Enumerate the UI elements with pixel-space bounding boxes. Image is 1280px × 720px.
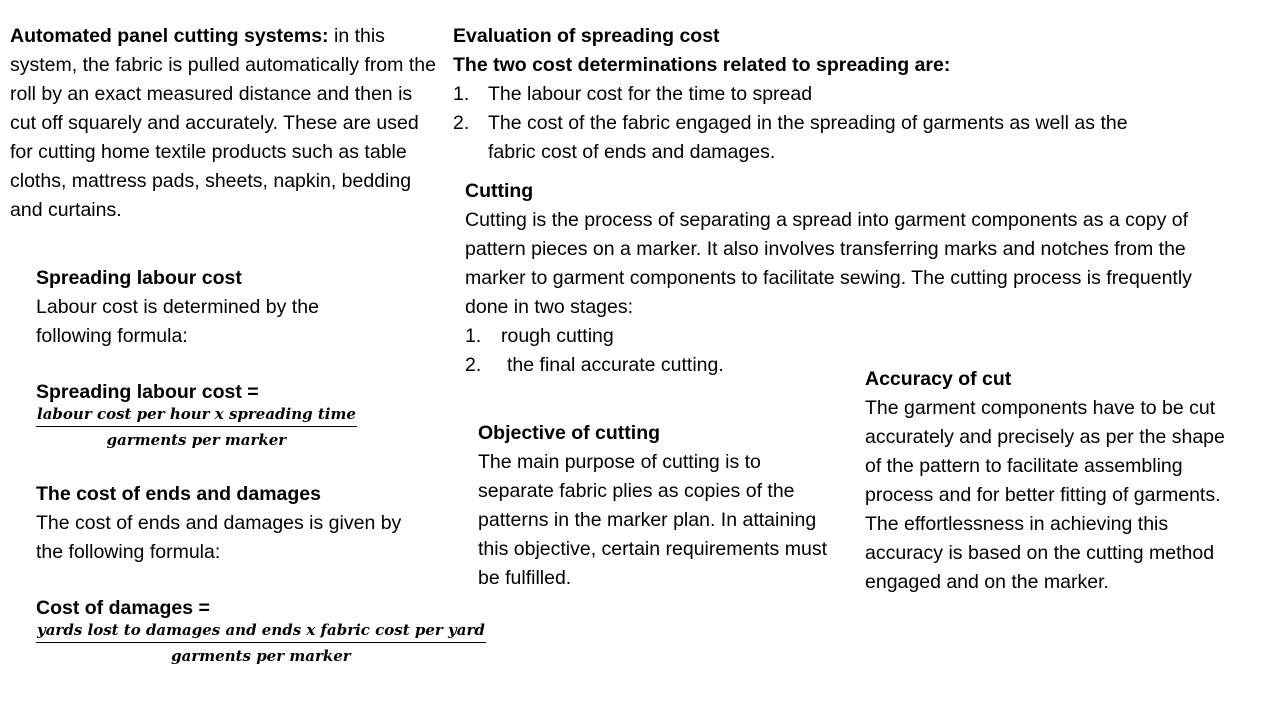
cutting-list-item: [465, 322, 1210, 351]
ends-damages-section: [36, 480, 516, 670]
formula-denominator: garments per marker: [171, 647, 351, 665]
ends-damages-formula: [36, 620, 486, 667]
automated-panel-body: in this system, the fabric is pulled automatically from the roll by an exact measured distance and then is cut off squarely and accurately. These are used for cutting home textile products such as table cloths, mattress pads, sheets, napkin, bedding and curtains.: [10, 25, 436, 221]
evaluation-list: [453, 80, 1193, 167]
spacer: [36, 567, 516, 596]
accuracy-heading: Accuracy of cut: [865, 368, 1012, 390]
accuracy-body: The garment components have to be cut accurately and precisely as per the shape of the pattern to facilitate assembling process and for better fitting of garments. The effortlessness in achieving this accuracy is based on the cutting method engaged and on the marker.: [865, 397, 1225, 593]
list-number: 1.: [465, 325, 482, 347]
ends-damages-heading: The cost of ends and damages: [36, 483, 321, 505]
list-number: 2.: [453, 112, 470, 134]
spreading-labour-section: [36, 264, 436, 454]
spreading-labour-body: Labour cost is determined by the following formula:: [36, 296, 319, 347]
automated-panel-heading: Automated panel cutting systems:: [10, 25, 329, 47]
automated-panel-section: [10, 22, 438, 225]
list-text: The labour cost for the time to spread: [488, 83, 813, 105]
formula-numerator: labour cost per hour x spreading time: [36, 404, 357, 427]
formula-denominator: garments per marker: [106, 431, 287, 449]
objective-body: The main purpose of cutting is to separate fabric plies as copies of the patterns in the marker plan. In attaining this objective, certain requirements must be fulfilled.: [478, 451, 827, 589]
list-number: 2.: [465, 354, 482, 376]
spacer: [36, 351, 436, 380]
evaluation-list-item: [453, 80, 1193, 109]
cutting-heading: Cutting: [465, 180, 534, 202]
list-text: rough cutting: [501, 325, 614, 347]
list-text: The cost of the fabric engaged in the spreading of garments as well as the fabric cost of ends and damages.: [488, 112, 1128, 163]
evaluation-section: [453, 22, 1193, 167]
accuracy-section: [865, 365, 1237, 597]
ends-damages-formula-label: Cost of damages =: [36, 597, 210, 619]
spreading-labour-formula-label: Spreading labour cost =: [36, 381, 259, 403]
list-text: the final accurate cutting.: [507, 354, 724, 376]
list-number: 1.: [453, 83, 470, 105]
cutting-section: [465, 177, 1210, 380]
formula-numerator: yards lost to damages and ends x fabric cost per yard: [36, 620, 486, 643]
evaluation-heading: Evaluation of spreading cost: [453, 25, 720, 47]
evaluation-subheading: The two cost determinations related to spreading are:: [453, 54, 951, 76]
cutting-body: Cutting is the process of separating a spread into garment components as a copy of pattern pieces on a marker. It also involves transferring marks and notches from the marker to garment components to facilitate sewing. The cutting process is frequently done in two stages:: [465, 209, 1192, 318]
evaluation-list-item: [453, 109, 1168, 167]
objective-section: [478, 419, 836, 593]
objective-heading: Objective of cutting: [478, 422, 661, 444]
spreading-labour-formula: [36, 404, 357, 451]
automated-panel-paragraph: [10, 22, 438, 225]
ends-damages-body: The cost of ends and damages is given by the following formula:: [36, 512, 402, 563]
spreading-labour-heading: Spreading labour cost: [36, 267, 242, 289]
